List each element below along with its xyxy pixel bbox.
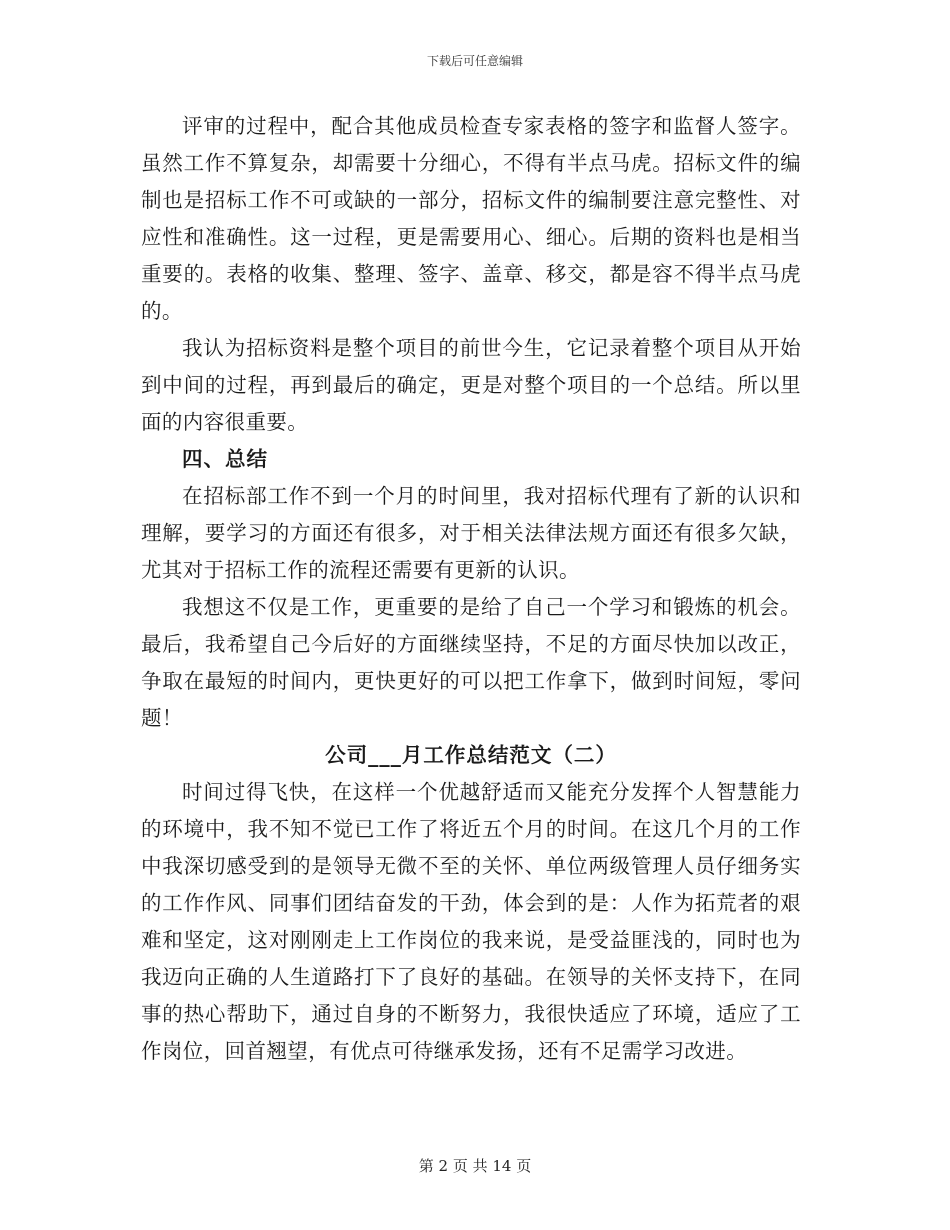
paragraph-summary-understanding: 在招标部工作不到一个月的时间里，我对招标代理有了新的认识和理解，要学习的方面还有很多，对于相关法律法规方面还有很多欠缺，尤其对于招标工作的流程还需要有更新的认识。 <box>141 484 801 582</box>
paragraph-review-process: 评审的过程中，配合其他成员检查专家表格的签字和监督人签字。虽然工作不算复杂，却需要十分细心，不得有半点马虎。招标文件的编制也是招标工作不可或缺的一部分，招标文件的编制要注意完整性、对应性和准确性。这一过程，更是需要用心、细心。后期的资料也是相当重要的。表格的收集、整理、签字、盖章、移交，都是容不得半点马虎的。 <box>141 114 801 323</box>
page-number-footer: 第 2 页 共 14 页 <box>418 1157 532 1175</box>
paragraph-summary-opportunity: 我想这不仅是工作，更重要的是给了自己一个学习和锻炼的机会。最后，我希望自己今后好的方面继续坚持，不足的方面尽快加以改正，争取在最短的时间内，更快更好的可以把工作拿下，做到时间短，零问题！ <box>141 595 801 730</box>
document-body <box>141 108 801 1070</box>
paragraph-five-months: 时间过得飞快，在这样一个优越舒适而又能充分发挥个人智慧能力的环境中，我不知不觉已工作了将近五个月的时间。在这几个月的工作中我深切感受到的是领导无微不至的关怀、单位两级管理人员仔细务实的工作作风、同事们团结奋发的干劲，体会到的是：人作为拓荒者的艰难和坚定，这对刚刚走上工作岗位的我来说，是受益匪浅的，同时也为我迈向正确的人生道路打下了良好的基础。在领导的关怀支持下，在同事的热心帮助下，通过自身的不断努力，我很快适应了环境，适应了工作岗位，回首翘望，有优点可待继承发扬，还有不足需学习改进。 <box>141 780 801 1063</box>
document-title-part-two: 公司___月工作总结范文（二） <box>325 743 617 767</box>
paragraph-bidding-materials: 我认为招标资料是整个项目的前世今生，它记录着整个项目从开始到中间的过程，再到最后的确定，更是对整个项目的一个总结。所以里面的内容很重要。 <box>141 336 801 434</box>
page-header: 下载后可任意编辑 <box>426 54 523 68</box>
section-heading-summary: 四、总结 <box>182 447 268 471</box>
